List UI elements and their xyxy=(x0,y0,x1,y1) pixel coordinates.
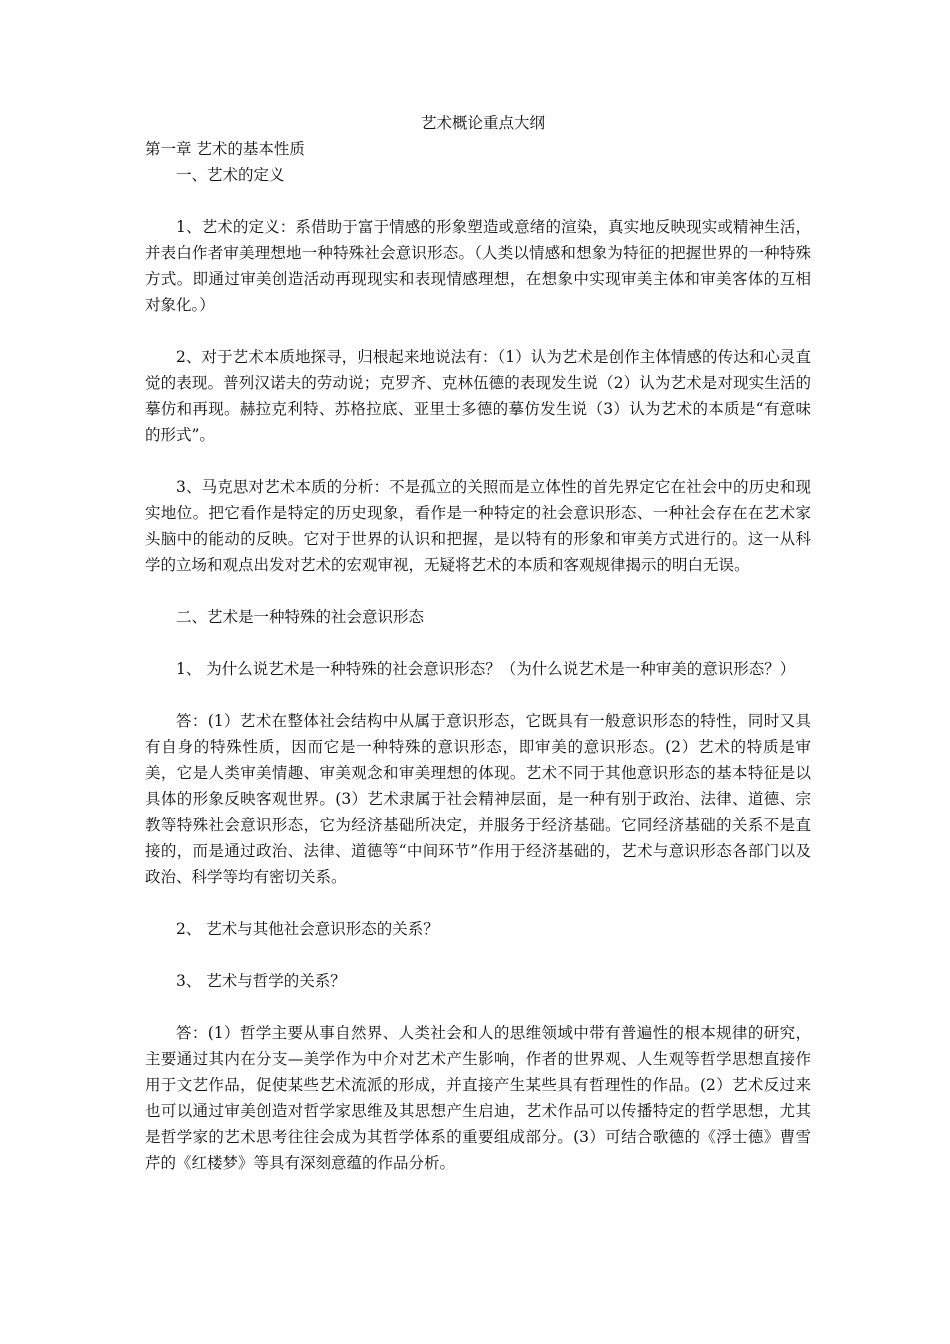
spacer xyxy=(145,942,811,968)
spacer xyxy=(145,682,811,708)
spacer xyxy=(145,630,811,656)
answer-1: 答：(1）艺术在整体社会结构中从属于意识形态，它既具有一般意识形态的特性，同时又具有自身的特殊性质，因而它是一种特殊的意识形态，即审美的意识形态。(2）艺术的特质是审美，它是人类审美情趣、审美观念和审美理想的体现。艺术不同于其他意识形态的基本特征是以具体的形象反映客观世界。(3）艺术隶属于社会精神层面，是一种有别于政治、法律、道德、宗教等特殊社会意识形态，它为经济基础所决定，并服务于经济基础。它同经济基础的关系不是直接的，而是通过政治、法律、道德等“中间环节”作用于经济基础的，艺术与意识形态各部门以及政治、科学等均有密切关系。 xyxy=(145,712,811,886)
spacer xyxy=(145,188,811,214)
section-heading-ideology: 二、艺术是一种特殊的社会意识形态 xyxy=(176,608,425,626)
spacer xyxy=(145,994,811,1020)
question-1: 1、 为什么说艺术是一种特殊的社会意识形态？（为什么说艺术是一种审美的意识形态？） xyxy=(176,660,796,678)
question-2: 2、 艺术与其他社会意识形态的关系？ xyxy=(176,920,439,938)
spacer xyxy=(145,318,811,344)
document-title: 艺术概论重点大纲 xyxy=(420,114,545,132)
paragraph-marx-analysis: 3、马克思对艺术本质的分析：不是孤立的关照而是立体性的首先界定它在社会中的历史和现实地位。把它看作是特定的历史现象，看作是一种特定的社会意识形态、一种社会存在在艺术家头脑中的能动的反映。它对于世界的认识和把握，是以特有的形象和审美方式进行的。这一从科学的立场和观点出发对艺术的宏观审视，无疑将艺术的本质和客观规律揭示的明白无误。 xyxy=(145,478,811,574)
section-heading-definition: 一、艺术的定义 xyxy=(176,166,285,184)
document-page xyxy=(145,110,811,1176)
paragraph-definition: 1、艺术的定义：系借助于富于情感的形象塑造或意绪的渲染，真实地反映现实或精神生活，并表白作者审美理想地一种特殊社会意识形态。（人类以情感和想象为特征的把握世界的一种特殊方式。即通过审美创造活动再现现实和表现情感理想，在想象中实现审美主体和审美客体的互相对象化。） xyxy=(145,218,811,314)
chapter-heading: 第一章 艺术的基本性质 xyxy=(145,140,305,158)
answer-3: 答：(1）哲学主要从事自然界、人类社会和人的思维领域中带有普遍性的根本规律的研究，主要通过其内在分支—美学作为中介对艺术产生影响，作者的世界观、人生观等哲学思想直接作用于文艺作品，促使某些艺术流派的形成，并直接产生某些具有哲理性的作品。(2）艺术反过来也可以通过审美创造对哲学家思维及其思想产生启迪，艺术作品可以传播特定的哲学思想，尤其是哲学家的艺术思考往往会成为其哲学体系的重要组成部分。(3）可结合歌德的《浮士德》曹雪芹的《红楼梦》等具有深刻意蕴的作品分析。 xyxy=(145,1024,811,1172)
paragraph-essence-theories: 2、对于艺术本质地探寻，归根起来地说法有：（1）认为艺术是创作主体情感的传达和心灵直觉的表现。普列汉诺夫的劳动说；克罗齐、克林伍德的表现发生说（2）认为艺术是对现实生活的摹仿和再现。赫拉克利特、苏格拉底、亚里士多德的摹仿发生说（3）认为艺术的本质是“有意味的形式”。 xyxy=(145,348,811,444)
spacer xyxy=(145,890,811,916)
spacer xyxy=(145,578,811,604)
question-3: 3、 艺术与哲学的关系？ xyxy=(176,972,346,990)
spacer xyxy=(145,448,811,474)
